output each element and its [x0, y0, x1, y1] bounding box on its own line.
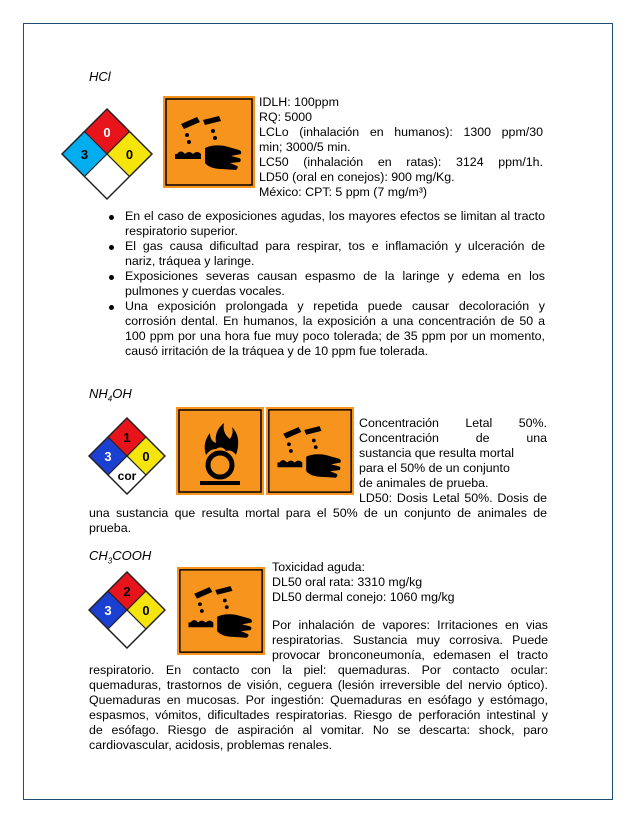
ch3cooh-effects-line: cardiovascular, acidosis, problemas renales.	[89, 738, 333, 752]
nh4oh-reactivity-value: 0	[142, 449, 150, 464]
hcl-reactivity-value: 0	[125, 147, 134, 162]
hcl-title: HCl	[89, 69, 111, 84]
ch3cooh-corrosive-icon	[177, 567, 265, 655]
nh4oh-info-line: Concentración Letal 50%.	[359, 416, 547, 430]
hcl-bullet-line: 100 ppm por una hora fue muy poco tolerada; de 35 ppm por un momento,	[125, 329, 545, 343]
hcl-info-line: México: CPT: 5 ppm (7 mg/m³)	[259, 185, 427, 199]
nh4oh-info-line: prueba.	[89, 521, 132, 535]
hcl-bullet-line: Exposiciones severas causan espasmo de la laringe y edema en los	[125, 269, 545, 283]
hcl-info-line: RQ: 5000	[259, 110, 313, 124]
hcl-bullet-line: respiratorio superior.	[125, 224, 238, 238]
oxidizer-icon	[176, 407, 264, 495]
nh4oh-nfpa-diamond	[88, 417, 166, 495]
hcl-bullet-line: causó irritación de la tráquea y de 10 ppm fue tolerada.	[125, 344, 429, 358]
bullet-dot	[109, 215, 114, 220]
hcl-bullet-line: pulmones y cuerdas vocales.	[125, 284, 285, 298]
nh4oh-info-line: una sustancia que resulta mortal para el 50% de un conjunto de animales de	[89, 506, 547, 520]
ch3cooh-effects-line: quemaduras, trastornos de visión, ceguera (lesión irreversible del nervio óptico).	[89, 678, 548, 692]
ch3cooh-effects-line: Por inhalación de vapores: Irritaciones en vias	[272, 618, 548, 632]
nh4oh-info-line: sustancia que resulta mortal	[359, 446, 514, 460]
nh4oh-info-line: para el 50% de un conjunto	[359, 461, 510, 475]
ch3cooh-effects-line: de esófago. Riesgo de aspiración al vomitar. No se descarta: shock, paro	[89, 723, 548, 737]
bullet-dot	[109, 245, 114, 250]
ch3cooh-health-value: 3	[104, 603, 112, 618]
ch3cooh-info-line: DL50 oral rata: 3310 mg/kg	[272, 575, 423, 589]
hcl-info-line: LC50 (inhalación en ratas): 3124 ppm/1h.	[259, 155, 543, 169]
hcl-bullet-line: En el caso de exposiciones agudas, los mayores efectos se limitan al tracto	[125, 209, 545, 223]
hcl-info-line: LCLo (inhalación en humanos): 1300 ppm/30	[259, 125, 543, 139]
nh4oh-flammability-value: 1	[123, 430, 131, 445]
ch3cooh-info-line: DL50 dermal conejo: 1060 mg/kg	[272, 590, 455, 604]
nh4oh-info-line: Concentración de una	[359, 431, 547, 445]
nh4oh-info-line: LD50: Dosis Letal 50%. Dosis de	[359, 491, 547, 505]
nh4oh-info-line: de animales de prueba.	[359, 476, 489, 490]
ch3cooh-effects-line: respiratorio. En contacto con la piel: quemaduras. Por contacto ocular:	[89, 663, 548, 677]
hcl-info-line: IDLH: 100ppm	[259, 95, 339, 109]
bullet-dot	[109, 305, 114, 310]
hcl-bullet-line: corrosión dental. En humanos, la exposición a una concentración de 50 a	[125, 314, 545, 328]
bullet-dot	[109, 275, 114, 280]
hcl-flammability-value: 0	[103, 125, 111, 140]
nh4oh-special-value: cor	[117, 469, 137, 483]
ch3cooh-info-line: Toxicidad aguda:	[272, 560, 365, 574]
hcl-bullet-line: nariz, tráquea y laringe.	[125, 254, 255, 268]
hcl-health-value: 3	[80, 147, 89, 162]
nh4oh-title: $NH_4OH$	[89, 386, 132, 404]
hcl-info-line: min; 3000/5 min.	[259, 140, 351, 154]
ch3cooh-effects-line: Quemaduras en mucosas. Por ingestión: Quemaduras en esófago y estómago,	[89, 693, 548, 707]
hcl-corrosive-icon	[163, 96, 255, 188]
ch3cooh-title: $CH_3COOH$	[89, 548, 152, 566]
nh4oh-corrosive-icon	[266, 407, 354, 495]
hcl-bullet-line: Una exposición prolongada y repetida puede causar decoloración y	[125, 299, 545, 313]
ch3cooh-effects-line: respiratorias. Sustancia muy corrosiva. Puede	[272, 633, 548, 647]
hcl-bullet-line: El gas causa dificultad para respirar, tos e inflamación y ulceración de	[125, 239, 545, 253]
ch3cooh-flammability-value: 2	[123, 584, 131, 599]
nh4oh-health-value: 3	[104, 449, 112, 464]
hcl-nfpa-diamond	[60, 107, 154, 201]
ch3cooh-reactivity-value: 0	[142, 603, 150, 618]
ch3cooh-effects-line: espasmos, vómitos, dificultades respiratorias. Riesgo de perforación intestinal y	[89, 708, 548, 722]
ch3cooh-effects-line: provocar bronconeumonía, edemasen el tracto	[272, 648, 548, 662]
ch3cooh-nfpa-diamond	[88, 571, 166, 649]
hcl-info-line: LD50 (oral en conejos): 900 mg/Kg.	[259, 170, 455, 184]
